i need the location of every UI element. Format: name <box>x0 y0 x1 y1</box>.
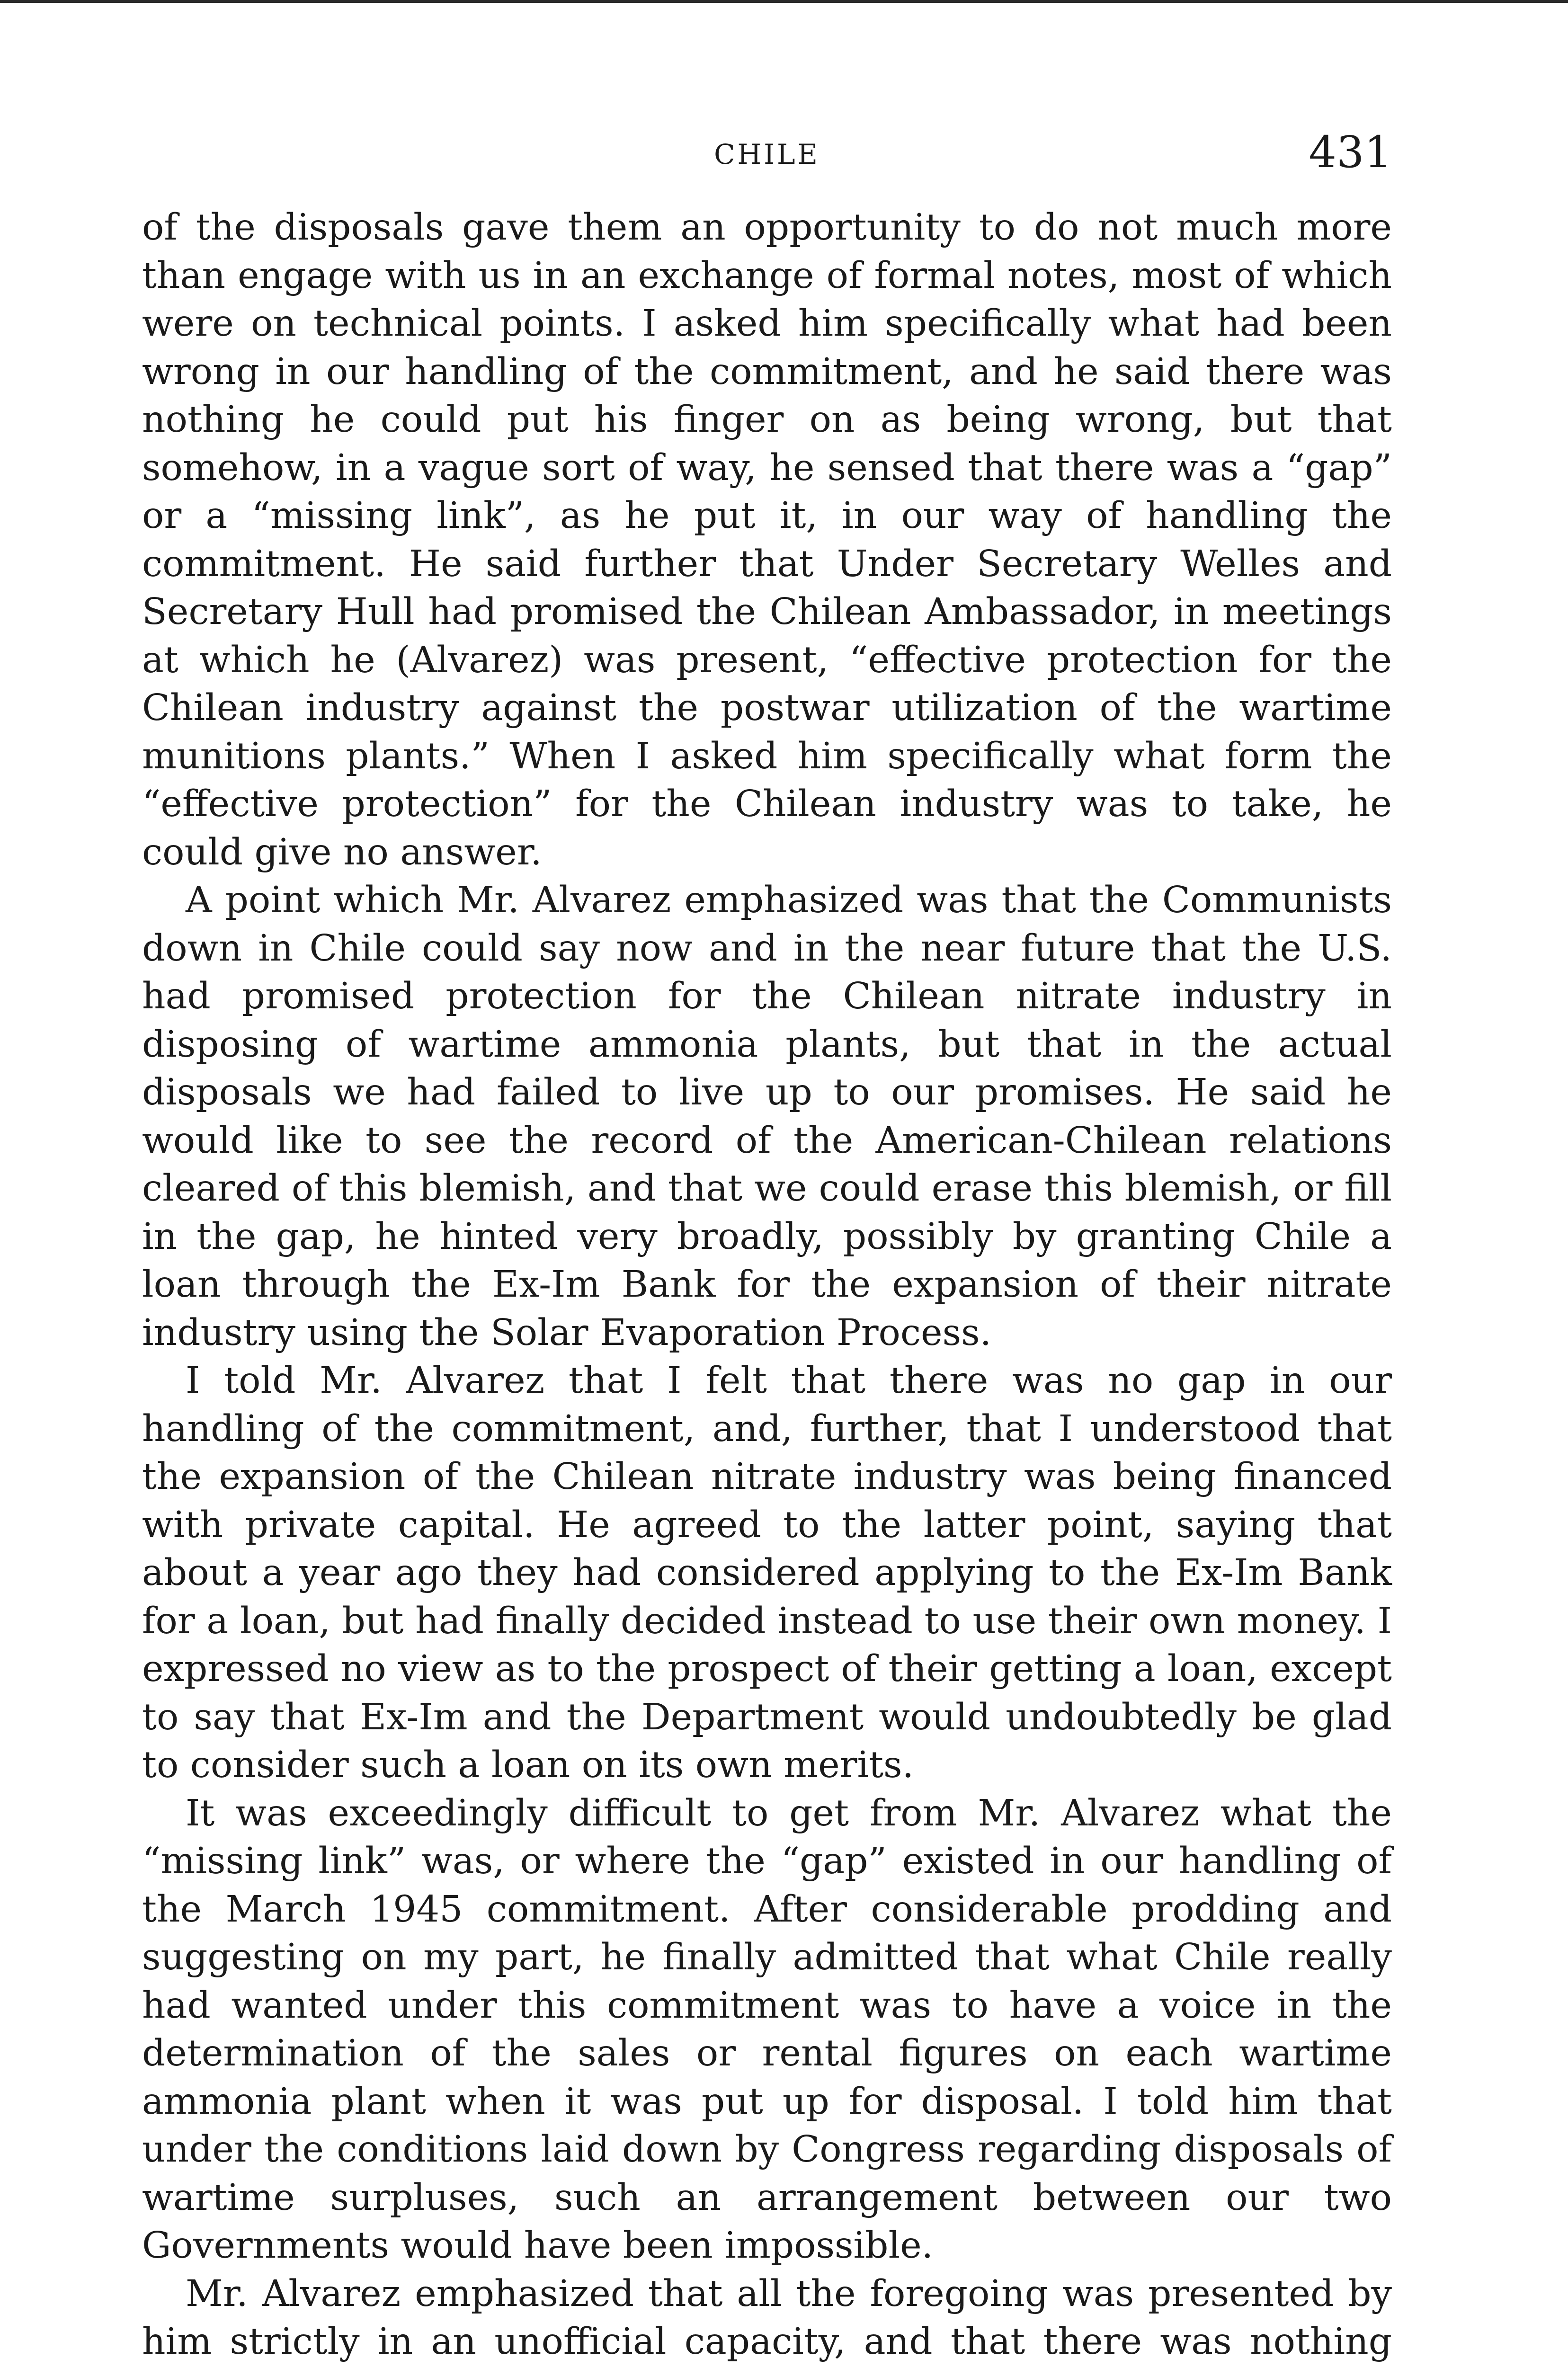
paragraph-2: A point which Mr. Alvarez emphasized was that the Communists down in Chile could say now and in the near future that the U.S. had promised protection for the Chilean nitrate industry in disposing of wartime ammonia plants, but that in the actual disposals we had failed to live up to our promises. He said he would like to see the record of the American-Chilean relations cleared of this blemish, and that we could erase this blemish, or fill in the gap, he hinted very broadly, possibly by granting Chile a loan through the Ex-Im Bank for the expansion of their nitrate industry using the Solar Evaporation Process. <box>142 879 1392 1354</box>
page-number: 431 <box>1309 127 1392 178</box>
paragraph-5: Mr. Alvarez emphasized that all the foregoing was presented by him strictly in an unofficial capacity, and that there was nothing <box>142 2272 1392 2363</box>
body-text <box>142 204 1392 2367</box>
paragraph-1: of the disposals gave them an opportunity to do not much more than engage with us in an exchange of formal notes, most of which were on technical points. I asked him specifically what had been wrong in our handling of the commitment, and he said there was nothing he could put his finger on as being wrong, but that somehow, in a vague sort of way, he sensed that there was a “gap” or a “missing link”, as he put it, in our way of handling the commitment. He said further that Under Secretary Welles and Secretary Hull had promised the Chilean Ambassador, in meetings at which he (Alvarez) was present, “effective protection for the Chilean industry against the postwar utilization of the wartime munitions plants.” When I asked him specifically what form the “effective protection” for the Chilean industry was to take, he could give no answer. <box>142 206 1392 873</box>
paragraph-3: I told Mr. Alvarez that I felt that there was no gap in our handling of the commitment, and, further, that I understood that the expansion of the Chilean nitrate industry was being financed with private capital. He agreed to the latter point, saying that about a year ago they had considered applying to the Ex-Im Bank for a loan, but had finally decided instead to use their own money. I expressed no view as to the prospect of their getting a loan, except to say that Ex-Im and the Department would undoubtedly be glad to consider such a loan on its own merits. <box>142 1360 1392 1786</box>
running-head <box>142 127 1392 184</box>
section-title: CHILE <box>714 138 820 170</box>
paragraph-4: It was exceedingly difficult to get from Mr. Alvarez what the “missing link” was, or where the “gap” existed in our handling of the March 1945 commitment. After considerable prodding and suggesting on my part, he finally admitted that what Chile really had wanted under this commitment was to have a voice in the determination of the sales or rental figures on each wartime ammonia plant when it was put up for disposal. I told him that under the conditions laid down by Congress regarding disposals of wartime surpluses, such an arrangement between our two Governments would have been impossible. <box>142 1792 1392 2267</box>
top-border-rule <box>0 0 1568 3</box>
